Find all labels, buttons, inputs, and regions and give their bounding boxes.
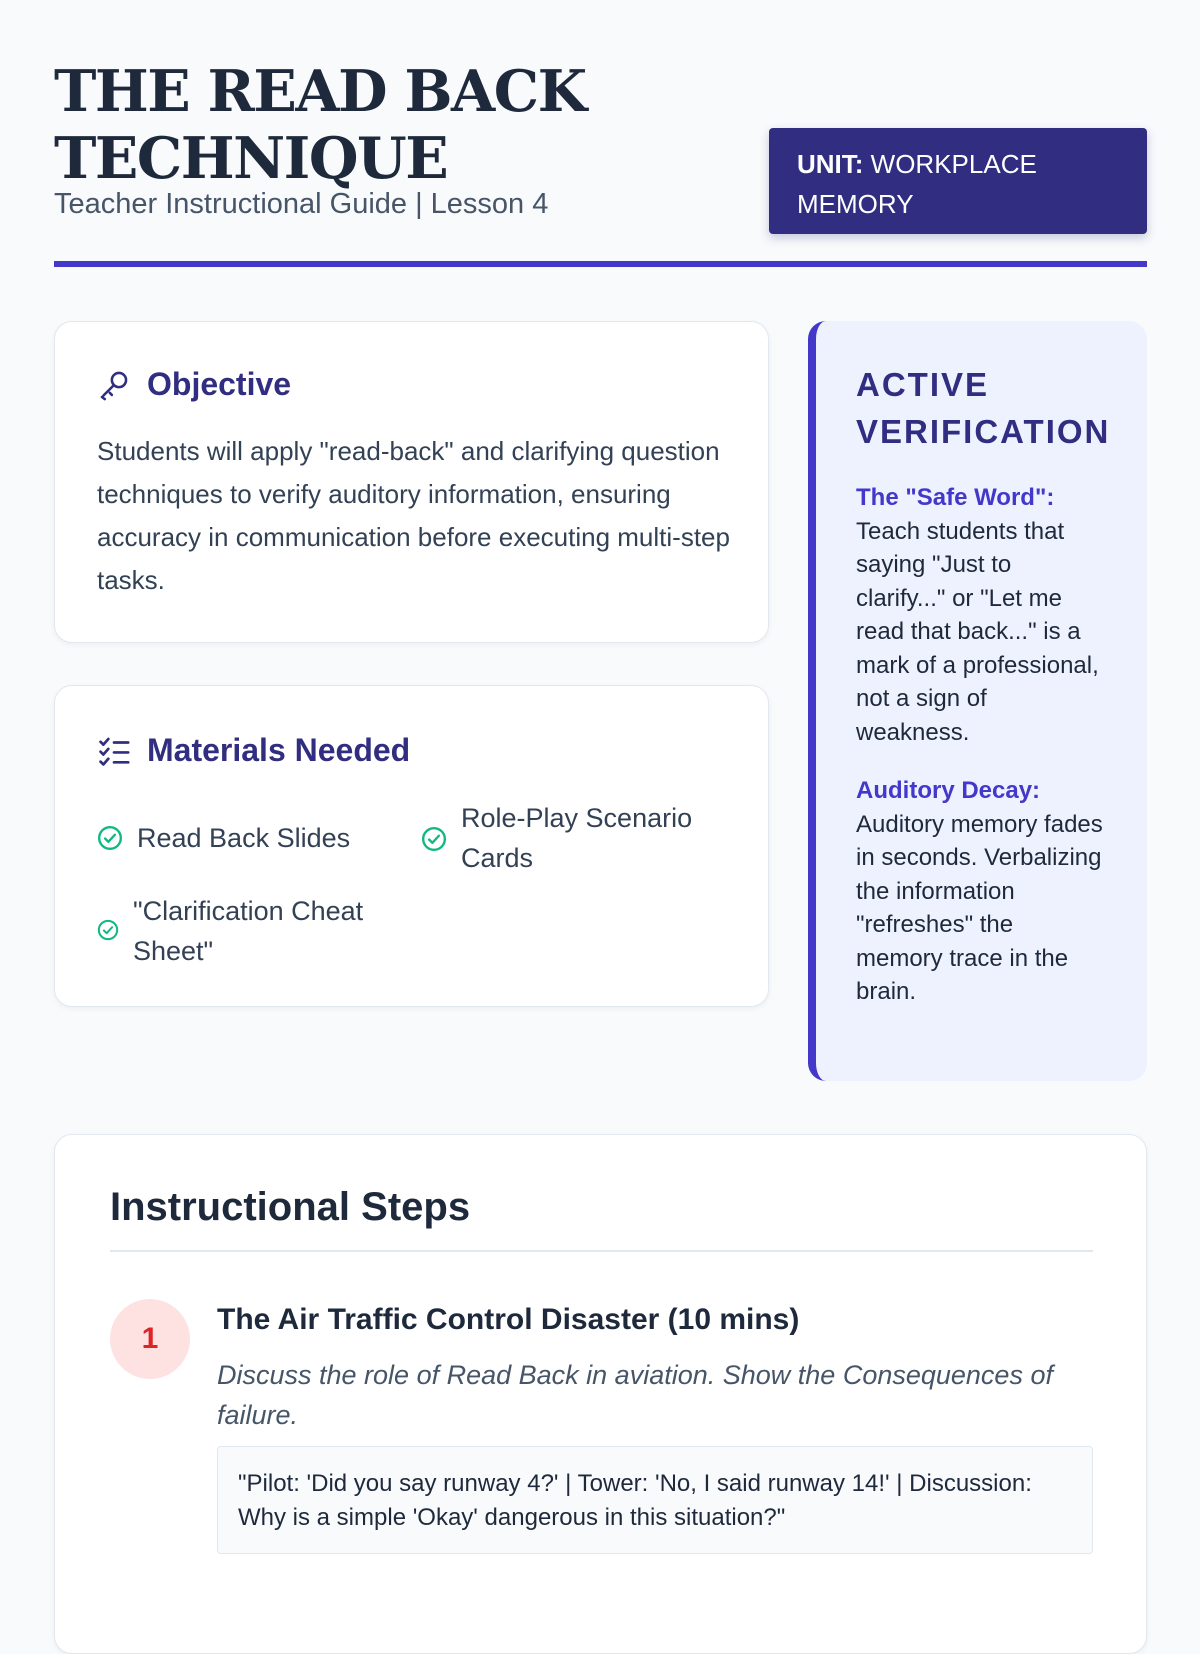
sidebar-note-text: Auditory memory fades in seconds. Verbalizing the information "refreshes" the memory trace in the brain.: [856, 810, 1103, 1005]
page-header: [54, 54, 1147, 267]
material-item: [421, 798, 721, 878]
sidebar-note-label: The "Safe Word":: [856, 484, 1055, 511]
check-circle-icon: [421, 826, 447, 852]
step-example-quote: "Pilot: 'Did you say runway 4?' | Tower: 'No, I said runway 14!' | Discussion: Why is a simple 'Okay' dangerous in this situation?": [217, 1446, 1093, 1554]
material-item-label: Read Back Slides: [137, 823, 351, 853]
objective-text: Students will apply "read-back" and clarifying question techniques to verify auditory information, ensuring accuracy in communication before executing multi-step tasks.: [97, 436, 730, 595]
step-description: Discuss the role of Read Back in aviation. Show the Consequences of failure.: [217, 1360, 1053, 1430]
unit-label: UNIT:: [797, 149, 864, 179]
sidebar-note-text: Teach students that saying "Just to clarify..." or "Let me read that back..." is a mark of a professional, not a sign of weakness.: [856, 517, 1099, 746]
materials-card: [54, 685, 769, 1007]
step-number-badge: 1: [110, 1299, 190, 1379]
step-title: The Air Traffic Control Disaster (10 mins): [217, 1303, 800, 1336]
unit-badge: [769, 128, 1147, 234]
material-item-label: Role-Play Scenario Cards: [461, 803, 693, 873]
materials-heading: Materials Needed: [147, 732, 411, 768]
material-item: [97, 891, 397, 971]
sidebar-note-label: Auditory Decay:: [856, 777, 1041, 804]
sidebar-heading: ACTIVE VERIFICATION: [856, 366, 1111, 450]
objective-heading: Objective: [147, 366, 292, 402]
objective-card: [54, 321, 769, 643]
active-verification-panel: [808, 321, 1147, 1081]
material-item-label: "Clarification Cheat Sheet": [133, 896, 364, 966]
checklist-icon: [97, 733, 133, 769]
sidebar-note-safe-word: [856, 481, 1106, 749]
page-subtitle: Teacher Instructional Guide | Lesson 4: [54, 188, 549, 220]
instructional-steps-card: [54, 1134, 1147, 1654]
check-circle-icon: [97, 825, 123, 851]
sidebar-note-auditory-decay: [856, 774, 1106, 1009]
check-circle-icon: [97, 919, 119, 941]
unit-value: WORKPLACE MEMORY: [797, 149, 1037, 219]
material-item: [97, 818, 377, 858]
objective-header: [97, 366, 291, 403]
page-title: THE READ BACK TECHNIQUE: [54, 58, 586, 192]
materials-header: [97, 732, 410, 769]
steps-heading: Instructional Steps: [110, 1185, 1093, 1252]
microphone-icon: [97, 367, 133, 403]
